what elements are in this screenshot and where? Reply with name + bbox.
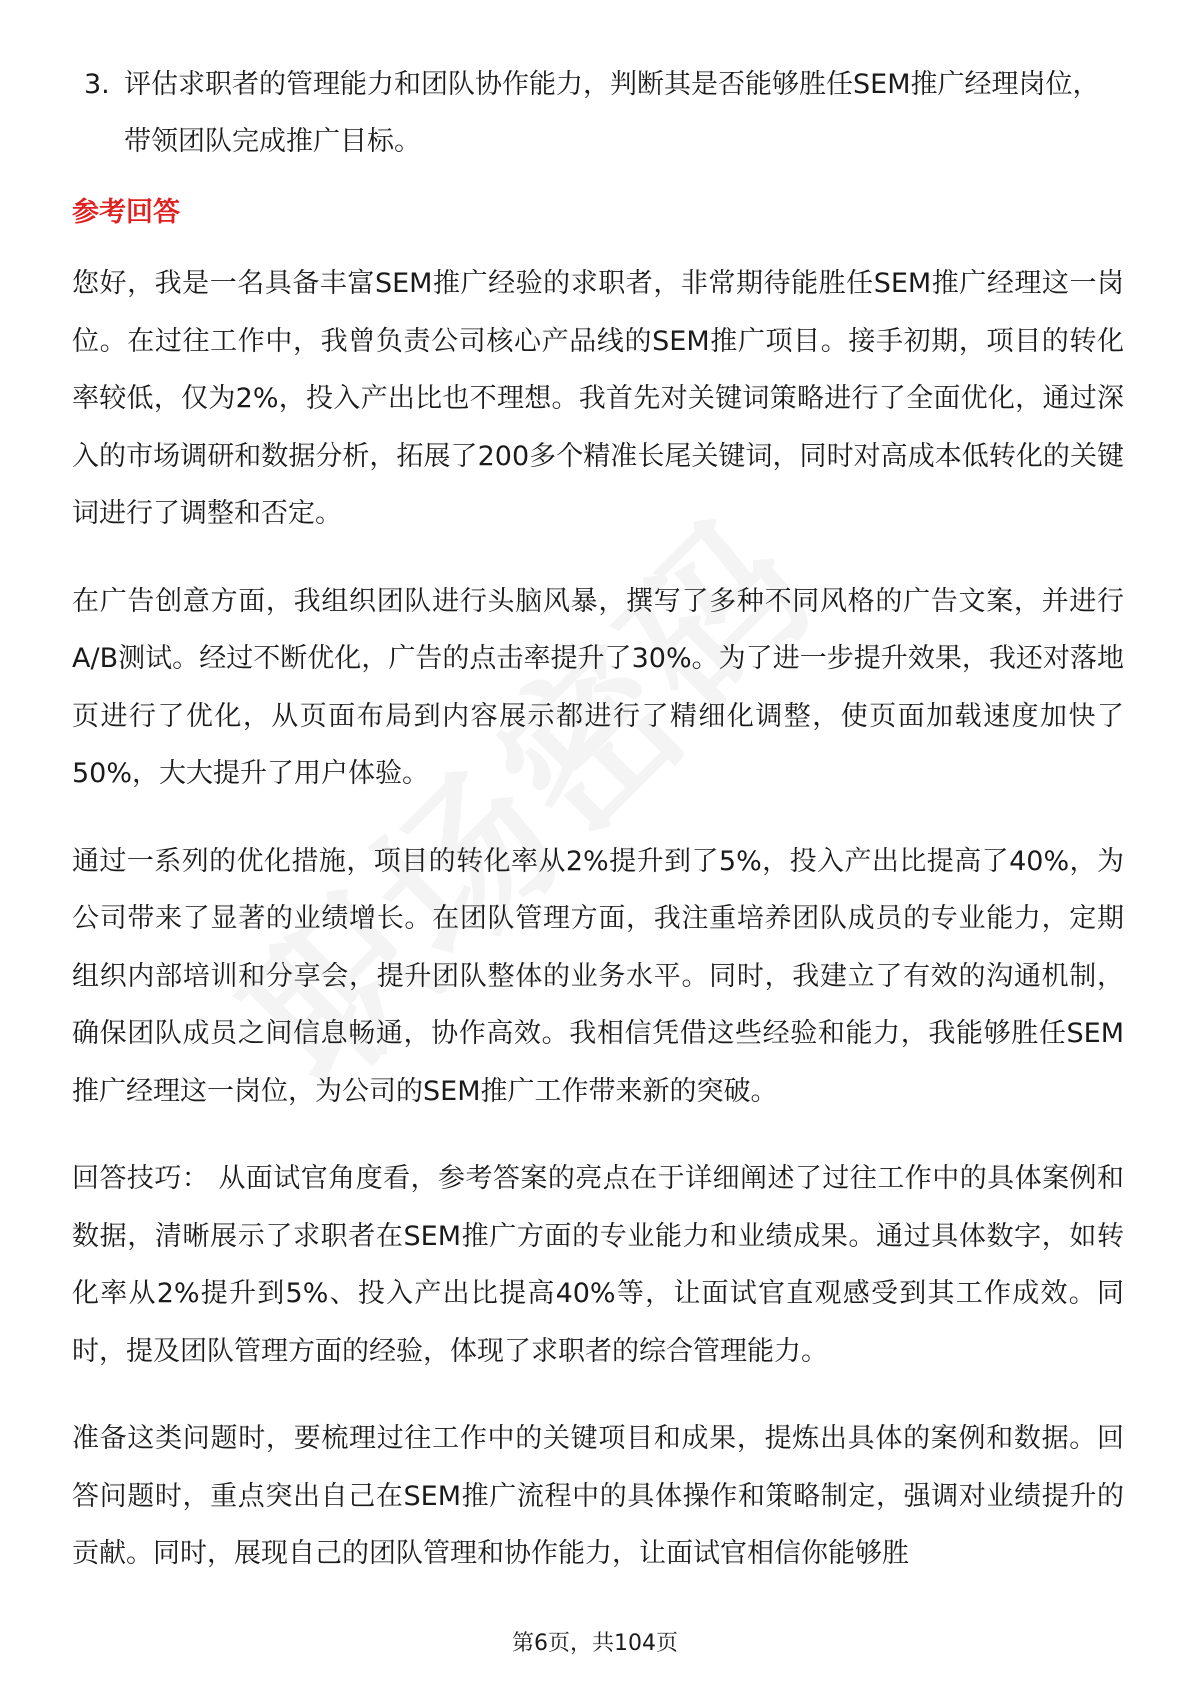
document-page	[72, 56, 1132, 1583]
paragraph-3: 通过一系列的优化措施，项目的转化率从2%提升到了5%，投入产出比提高了40%，为公司带来了显著的业绩增长。在团队管理方面，我注重培养团队成员的专业能力，定期组织内部培训和分享会，提升团队整体的业务水平。同时，我建立了有效的沟通机制，确保团队成员之间信息畅通，协作高效。我相信凭借这些经验和能力，我能够胜任SEM推广经理这一岗位，为公司的SEM推广工作带来新的突破。	[72, 845, 1124, 1107]
list-item-3	[72, 56, 1132, 170]
list-number: 3.	[84, 69, 110, 100]
paragraph-prepare: 准备这类问题时，要梳理过往工作中的关键项目和成果，提炼出具体的案例和数据。回答问题时，重点突出自己在SEM推广流程中的具体操作和策略制定，强调对业绩提升的贡献。同时，展现自己的团队管理和协作能力，让面试官相信你能够胜	[72, 1423, 1124, 1569]
paragraph-2: 在广告创意方面，我组织团队进行头脑风暴，撰写了多种不同风格的广告文案，并进行A/B测试。经过不断优化，广告的点击率提升了30%。为了进一步提升效果，我还对落地页进行了优化，从页面布局到内容展示都进行了精细化调整，使页面加载速度加快了50%，大大提升了用户体验。	[72, 585, 1124, 789]
list-text: 评估求职者的管理能力和团队协作能力，判断其是否能够胜任SEM推广经理岗位，带领团队完成推广目标。	[124, 69, 1100, 157]
section-title: 参考回答	[72, 197, 180, 228]
paragraph-1: 您好，我是一名具备丰富SEM推广经验的求职者，非常期待能胜任SEM推广经理这一岗位。在过往工作中，我曾负责公司核心产品线的SEM推广项目。接手初期，项目的转化率较低，仅为2%，投入产出比也不理想。我首先对关键词策略进行了全面优化，通过深入的市场调研和数据分析，拓展了200多个精准长尾关键词，同时对高成本低转化的关键词进行了调整和否定。	[72, 268, 1124, 529]
page-number: 第6页，共104页	[512, 1631, 678, 1656]
paragraph-tips: 回答技巧： 从面试官角度看，参考答案的亮点在于详细阐述了过往工作中的具体案例和数据，清晰展示了求职者在SEM推广方面的专业能力和业绩成果。通过具体数字，如转化率从2%提升到5%、投入产出比提高40%等，让面试官直观感受到其工作成效。同时，提及团队管理方面的经验，体现了求职者的综合管理能力。	[72, 1163, 1124, 1367]
